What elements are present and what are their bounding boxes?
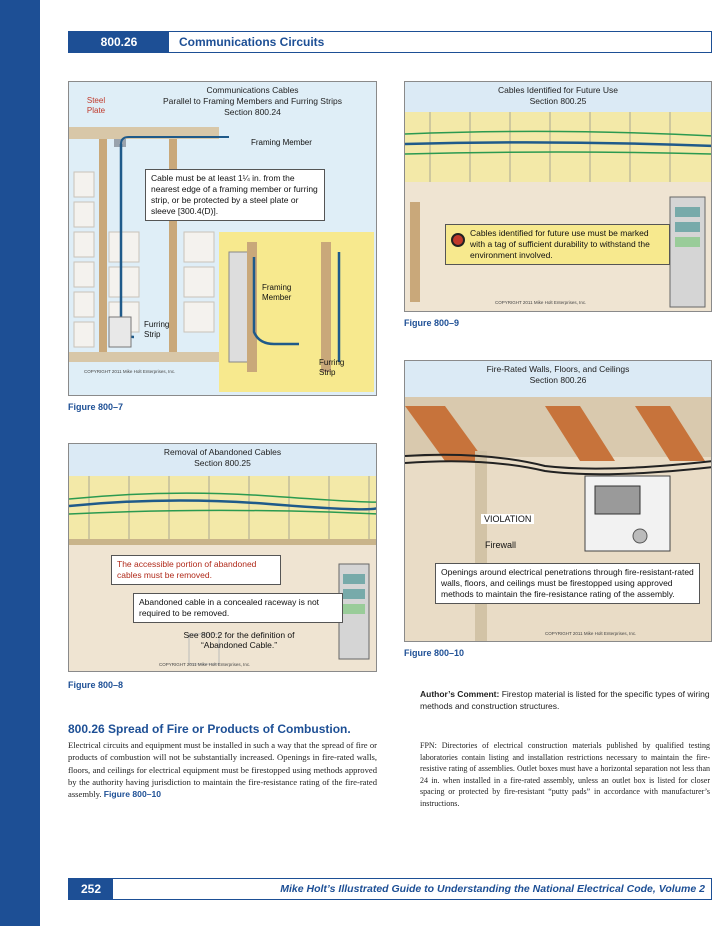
figure-800-10 bbox=[404, 360, 712, 642]
section-title: Communications Circuits bbox=[179, 35, 325, 49]
copyright: COPYRIGHT 2011 Mike Holt Enterprises, Inc. bbox=[495, 300, 587, 305]
framing-member-label-inset: Framing Member bbox=[262, 283, 292, 302]
figure-800-7-caption: Figure 800–7 bbox=[68, 402, 124, 412]
figure-reference: Figure 800–10 bbox=[103, 789, 162, 800]
figure-title: Cables Identified for Future Use Section 800.25 bbox=[497, 85, 618, 106]
figure-title: Communications Cables Parallel to Framing Members and Furring Strips Section 800.24 bbox=[162, 85, 343, 117]
section-number: 800.26 bbox=[69, 32, 169, 52]
future-use-callout: Cables identified for future use must be marked with a tag of sufficient durability to withstand the environment involved. bbox=[445, 224, 670, 265]
future-use-illustration bbox=[405, 82, 712, 312]
furring-strip-label: Furring Strip bbox=[144, 320, 170, 339]
furring-strip-label-inset: Furring Strip bbox=[319, 358, 345, 377]
firewall-label: Firewall bbox=[485, 540, 517, 550]
page-spine-band bbox=[0, 0, 40, 926]
abandoned-removal-callout: The accessible portion of abandoned cables must be removed. bbox=[111, 555, 281, 585]
figure-800-8 bbox=[68, 443, 377, 672]
violation-label: VIOLATION bbox=[481, 514, 534, 524]
figure-800-7 bbox=[68, 81, 377, 396]
figure-800-8-caption: Figure 800–8 bbox=[68, 680, 124, 690]
concealed-raceway-callout: Abandoned cable in a concealed raceway is not required to be removed. bbox=[133, 593, 343, 623]
firestop-callout: Openings around electrical penetrations through fire-resistant-rated walls, floors, and ceilings must be firestopped using approved methods to maintain the fire-resistance rating of the assembly. bbox=[435, 563, 700, 604]
book-title: Mike Holt’s Illustrated Guide to Understanding the National Electrical Code, Volume 2 bbox=[280, 883, 705, 895]
author-comment-label: Author’s Comment: bbox=[420, 689, 500, 699]
steel-plate-label: Steel Plate bbox=[86, 96, 106, 115]
framing-illustration bbox=[69, 82, 377, 396]
figure-title: Removal of Abandoned Cables Section 800.25 bbox=[163, 447, 282, 468]
fpn-note: FPN: Directories of electrical construction materials published by qualified testing laboratories contain listing and installation restrictions necessary to maintain the fire-resistive rating of assemblies. Outlet boxes must have a horizontal separation not less than 24 in. when installed in a fire-rated assembly, unless an outlet box is listed for closer spacing or protected by fire-resistant “putty pads” in accordance with manufacturer’s instructions. bbox=[420, 741, 710, 808]
page-footer bbox=[68, 878, 712, 900]
section-body: Electrical circuits and equipment must be installed in such a way that the spread of fire or products of combustion will not be substantially increased. Openings in fire-rated walls, floors, and ceilings for electrical equipment must be firestopped using methods approved by the authority having jurisdiction to maintain the fire-resistance rating of the fire-rated assembly. Figure 800–10 bbox=[68, 740, 377, 800]
tag-icon bbox=[451, 233, 465, 247]
figure-title: Fire-Rated Walls, Floors, and Ceilings Section 800.26 bbox=[486, 364, 630, 385]
figure-800-9 bbox=[404, 81, 712, 312]
copyright: COPYRIGHT 2011 Mike Holt Enterprises, Inc. bbox=[159, 662, 251, 667]
figure-800-10-caption: Figure 800–10 bbox=[404, 648, 465, 658]
copyright: COPYRIGHT 2011 Mike Holt Enterprises, Inc. bbox=[545, 631, 637, 636]
definition-note: See 800.2 for the definition of “Abandoned Cable.” bbox=[183, 630, 295, 650]
copyright: COPYRIGHT 2011 Mike Holt Enterprises, Inc. bbox=[84, 369, 176, 374]
page-number: 252 bbox=[69, 879, 113, 899]
section-header bbox=[68, 31, 712, 53]
clearance-callout: Cable must be at least 1¼ in. from the nearest edge of a framing member or furring strip, or be protected by a steel plate or sleeve [300.4(D)]. bbox=[145, 169, 325, 221]
figure-800-9-caption: Figure 800–9 bbox=[404, 318, 460, 328]
author-comment: Author’s Comment: Firestop material is listed for the specific types of wiring methods and construction structures. bbox=[420, 689, 710, 712]
framing-member-label: Framing Member bbox=[251, 138, 312, 147]
section-heading: 800.26 Spread of Fire or Products of Combustion. bbox=[68, 722, 351, 736]
